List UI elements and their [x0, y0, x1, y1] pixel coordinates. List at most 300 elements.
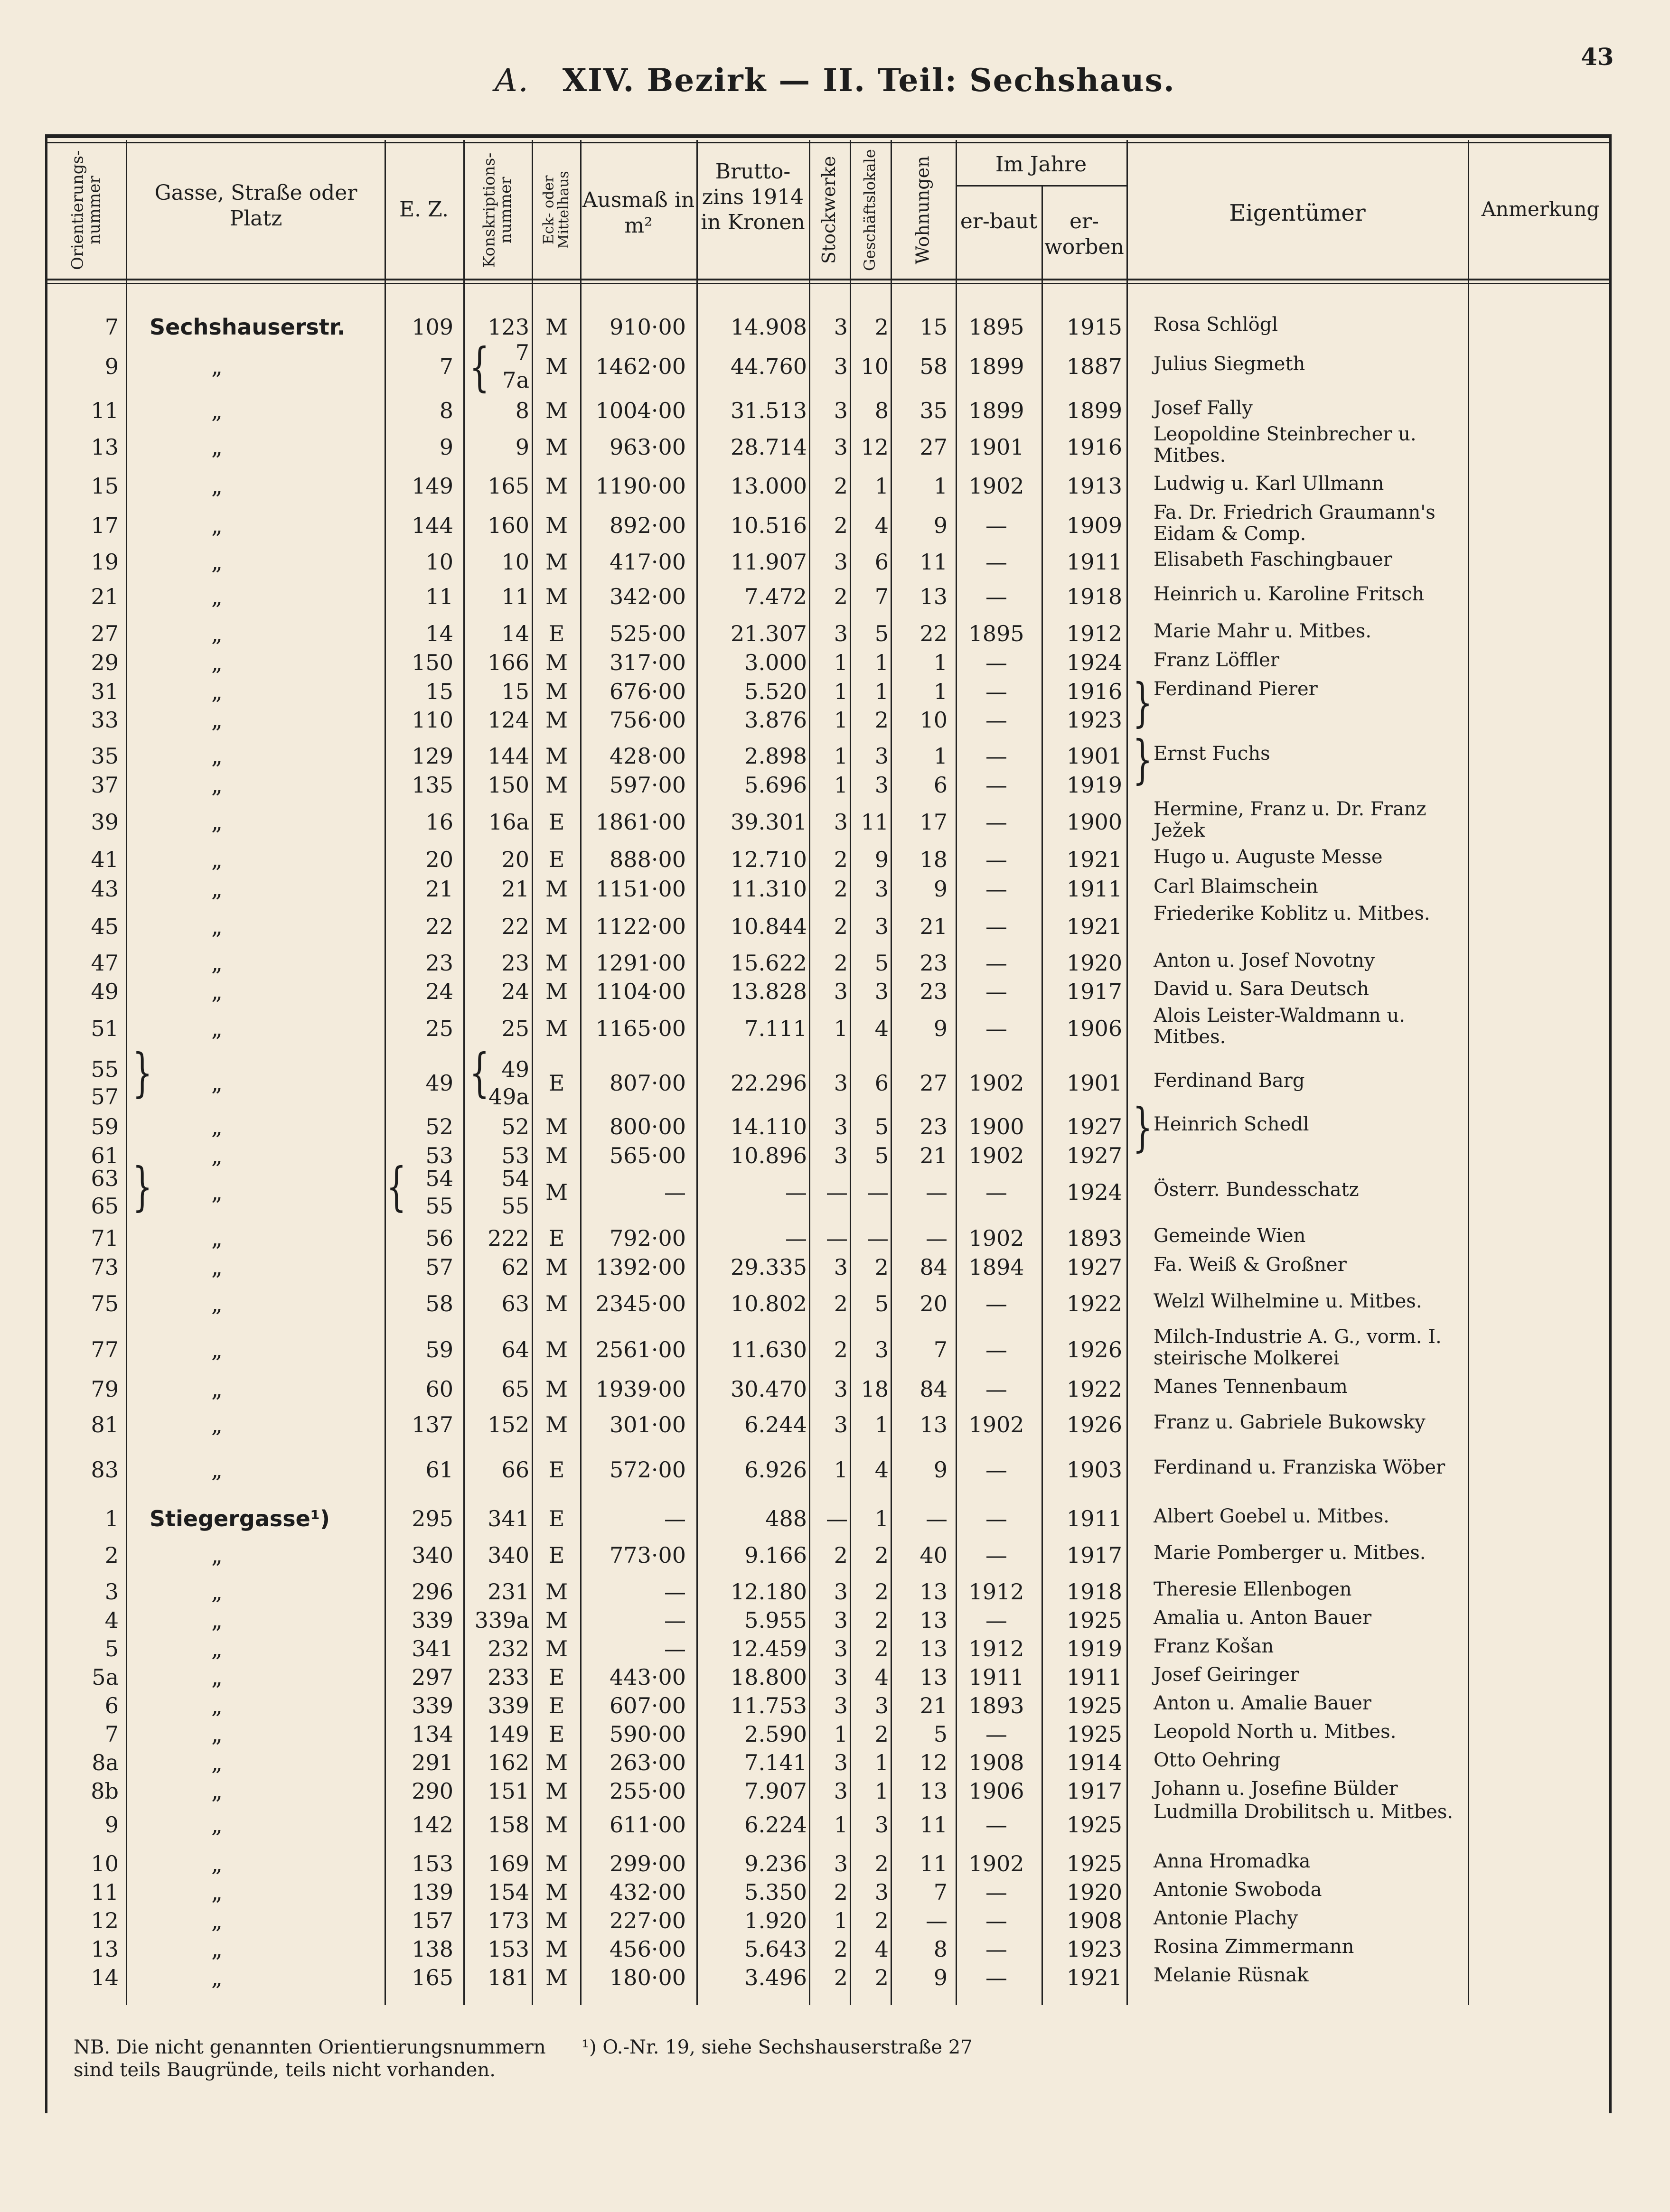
cell-street: „: [211, 876, 223, 902]
cell-wohnungen: 13: [919, 1607, 948, 1633]
cell-geschaeft: 1: [874, 679, 889, 704]
cell-eigentuemer: Johann u. Josefine Bülder: [1154, 1778, 1398, 1800]
cell-stockwerke: 2: [834, 513, 848, 538]
cell-ez: 142: [412, 1812, 453, 1838]
cell-stockwerke: 3: [834, 1114, 848, 1139]
cell-street: „: [211, 650, 223, 675]
cell-ausmass: 301·00: [610, 1412, 686, 1437]
cell-stockwerke: 2: [834, 1542, 848, 1568]
cell-brutto: 11.907: [731, 549, 807, 575]
cell-eigentuemer: Antonie Plachy: [1154, 1907, 1298, 1929]
cell-erworben: 1920: [1066, 950, 1122, 976]
cell-ausmass: 525·00: [610, 621, 686, 646]
cell-konskription: 62: [501, 1254, 529, 1280]
cell-orientierungsnummer: 10: [91, 1851, 119, 1876]
cell-ausmass: 2345·00: [595, 1291, 686, 1316]
cell-wohnungen: 7: [933, 1879, 948, 1905]
cell-eigentuemer: Anna Hromadka: [1154, 1850, 1311, 1872]
cell-eigentuemer: Heinrich u. Karoline Fritsch: [1154, 583, 1425, 605]
cell-eck: E: [548, 1070, 565, 1096]
cell-wohnungen: 21: [919, 914, 948, 939]
cell-ausmass: 590·00: [610, 1721, 686, 1747]
cell-brutto: 29.335: [731, 1254, 807, 1280]
cell-stockwerke: 2: [834, 1936, 848, 1962]
cell-ez: 20: [425, 847, 453, 872]
cell-ausmass: 800·00: [610, 1114, 686, 1139]
cell-stockwerke: 3: [834, 354, 848, 379]
cell-konskription: 232: [488, 1636, 529, 1661]
cell-brutto: 14.110: [731, 1114, 807, 1139]
cell-wohnungen: 13: [919, 1778, 948, 1804]
cell-erworben: 1908: [1066, 1908, 1122, 1933]
cell-eigentuemer: Ludwig u. Karl Ullmann: [1154, 473, 1384, 495]
cell-orientierungsnummer: 5: [104, 1636, 119, 1661]
cell-orientierungsnummer: 71: [91, 1225, 119, 1251]
cell-eck: E: [548, 1721, 565, 1747]
cell-eck: M: [545, 314, 568, 340]
cell-brutto: 22.296: [731, 1070, 807, 1096]
cell-street: „: [211, 707, 223, 733]
cell-geschaeft: 5: [874, 1291, 889, 1316]
cell-stockwerke: 3: [834, 1664, 848, 1690]
cell-stockwerke: 2: [834, 584, 848, 609]
cell-brutto: 3.000: [744, 650, 807, 675]
cell-orientierungsnummer: 63 65: [91, 1166, 119, 1219]
cell-erworben: 1919: [1066, 1636, 1122, 1661]
cell-erworben: 1924: [1066, 1179, 1122, 1205]
cell-eck: M: [545, 434, 568, 460]
cell-brutto: 44.760: [731, 354, 807, 379]
cell-eck: E: [548, 1457, 565, 1483]
cell-orientierungsnummer: 33: [91, 707, 119, 733]
cell-wohnungen: 11: [919, 1851, 948, 1876]
cell-ez: 58: [425, 1291, 453, 1316]
cell-brutto: 12.459: [731, 1636, 807, 1661]
cell-street: „: [211, 621, 223, 646]
cell-stockwerke: 2: [834, 1879, 848, 1905]
cell-geschaeft: —: [867, 1179, 889, 1205]
cell-wohnungen: —: [926, 1179, 948, 1205]
brace-pierer: }: [1133, 672, 1153, 733]
cell-geschaeft: 2: [874, 1254, 889, 1280]
cell-brutto: 6.224: [744, 1812, 807, 1838]
cell-ausmass: 1122·00: [595, 914, 686, 939]
cell-stockwerke: 3: [834, 549, 848, 575]
cell-stockwerke: 3: [834, 314, 848, 340]
cell-brutto: 12.180: [731, 1579, 807, 1605]
cell-wohnungen: 9: [933, 876, 948, 902]
cell-street: „: [211, 1291, 223, 1316]
cell-erworben: 1900: [1066, 809, 1122, 835]
cell-ez: 24: [425, 979, 453, 1004]
cell-geschaeft: 7: [874, 584, 889, 609]
cell-stockwerke: 1: [834, 707, 848, 733]
cell-stockwerke: 3: [834, 1851, 848, 1876]
cell-stockwerke: 3: [834, 1143, 848, 1168]
cell-brutto: 5.350: [744, 1879, 807, 1905]
cell-erworben: 1906: [1066, 1016, 1122, 1041]
cell-konskription: 165: [488, 473, 529, 499]
cell-eck: M: [545, 1114, 568, 1139]
cell-erbaut: —: [985, 1607, 1007, 1633]
cell-eck: M: [545, 513, 568, 538]
header-konskription: Konskriptions-nummer: [479, 152, 515, 268]
cell-geschaeft: 10: [861, 354, 889, 379]
cell-brutto: 2.590: [744, 1721, 807, 1747]
cell-street: „: [211, 1851, 223, 1876]
cell-brutto: 28.714: [731, 434, 807, 460]
brace-on-55-57: }: [132, 1042, 152, 1103]
cell-erworben: 1923: [1066, 707, 1122, 733]
cell-brutto: 6.926: [744, 1457, 807, 1483]
cell-ez: 138: [412, 1936, 453, 1962]
cell-ez: 8: [439, 398, 453, 423]
cell-konskription: 222: [488, 1225, 529, 1251]
cell-stockwerke: 3: [834, 1693, 848, 1718]
cell-wohnungen: 13: [919, 1412, 948, 1437]
cell-erworben: 1925: [1066, 1693, 1122, 1718]
cell-eigentuemer: Carl Blaimschein: [1154, 876, 1318, 897]
cell-konskription: 154: [488, 1879, 529, 1905]
cell-erworben: 1911: [1066, 549, 1122, 575]
cell-brutto: 12.710: [731, 847, 807, 872]
cell-street: „: [211, 950, 223, 976]
cell-ez: 14: [425, 621, 453, 646]
cell-brutto: 10.896: [731, 1143, 807, 1168]
cell-konskription: 173: [488, 1908, 529, 1933]
cell-geschaeft: 1: [874, 1750, 889, 1775]
cell-eigentuemer: Julius Siegmeth: [1154, 353, 1305, 375]
cell-orientierungsnummer: 19: [91, 549, 119, 575]
cell-eigentuemer: Antonie Swoboda: [1154, 1879, 1322, 1901]
cell-orientierungsnummer: 27: [91, 621, 119, 646]
cell-erbaut: —: [985, 549, 1007, 575]
cell-wohnungen: 20: [919, 1291, 948, 1316]
cell-erworben: 1911: [1066, 1506, 1122, 1531]
cell-geschaeft: 2: [874, 1721, 889, 1747]
cell-street: „: [211, 914, 223, 939]
cell-geschaeft: 8: [874, 398, 889, 423]
cell-wohnungen: 21: [919, 1693, 948, 1718]
cell-eck: E: [548, 1225, 565, 1251]
cell-geschaeft: 3: [874, 876, 889, 902]
cell-eigentuemer: Fa. Dr. Friedrich Graumann's Eidam & Comp.: [1154, 502, 1435, 545]
cell-konskription: 63: [501, 1291, 529, 1316]
cell-street: „: [211, 1143, 223, 1168]
cell-street: „: [211, 1016, 223, 1041]
cell-erworben: 1924: [1066, 650, 1122, 675]
cell-ausmass: 1004·00: [595, 398, 686, 423]
cell-ez: 295: [412, 1506, 453, 1531]
cell-ausmass: 607·00: [610, 1693, 686, 1718]
header-rule: [47, 279, 1610, 280]
cell-ez: 25: [425, 1016, 453, 1041]
cell-eigentuemer: Theresie Ellenbogen: [1154, 1578, 1352, 1600]
cell-erworben: 1927: [1066, 1114, 1122, 1139]
cell-geschaeft: 6: [874, 1070, 889, 1096]
cell-erworben: 1912: [1066, 621, 1122, 646]
cell-ausmass: 342·00: [610, 584, 686, 609]
cell-wohnungen: 58: [919, 354, 948, 379]
cell-konskription: 150: [488, 772, 529, 798]
cell-erworben: 1914: [1066, 1750, 1122, 1775]
cell-street: „: [211, 1376, 223, 1402]
cell-eigentuemer: Josef Geiringer: [1154, 1664, 1299, 1686]
header-gasse: Gasse, Straße oder Platz: [154, 181, 357, 231]
cell-eigentuemer: Elisabeth Faschingbauer: [1154, 549, 1392, 570]
cell-street: „: [211, 1114, 223, 1139]
cell-eigentuemer: Ferdinand Pierer: [1154, 678, 1318, 700]
cell-eigentuemer: Manes Tennenbaum: [1154, 1376, 1348, 1398]
cell-eck: M: [545, 772, 568, 798]
cell-eck: M: [545, 1016, 568, 1041]
cell-wohnungen: 9: [933, 513, 948, 538]
cell-erbaut: 1899: [968, 398, 1024, 423]
cell-ez: 139: [412, 1879, 453, 1905]
cell-eck: M: [545, 1778, 568, 1804]
cell-street: „: [211, 1412, 223, 1437]
cell-stockwerke: 1: [834, 679, 848, 704]
cell-erbaut: —: [985, 1908, 1007, 1933]
cell-wohnungen: —: [926, 1908, 948, 1933]
cell-brutto: 30.470: [731, 1376, 807, 1402]
cell-ez: 290: [412, 1778, 453, 1804]
cell-ausmass: 1190·00: [595, 473, 686, 499]
cell-street: „: [211, 549, 223, 575]
title-text: XIV. Bezirk — II. Teil: Sechshaus.: [562, 62, 1175, 99]
cell-ez: 339: [412, 1607, 453, 1633]
cell-eck: M: [545, 1579, 568, 1605]
header-stockwerke: Stockwerke: [818, 156, 840, 264]
cell-ausmass: 792·00: [610, 1225, 686, 1251]
cell-erbaut: —: [985, 1179, 1007, 1205]
cell-orientierungsnummer: 8a: [92, 1750, 119, 1775]
cell-stockwerke: —: [826, 1506, 848, 1531]
cell-geschaeft: 1: [874, 650, 889, 675]
cell-ez: 61: [425, 1457, 453, 1483]
cell-orientierungsnummer: 49: [91, 979, 119, 1004]
cell-eck: M: [545, 549, 568, 575]
cell-orientierungsnummer: 7: [104, 314, 119, 340]
cell-orientierungsnummer: 83: [91, 1457, 119, 1483]
cell-street: „: [211, 1721, 223, 1747]
cell-stockwerke: 3: [834, 809, 848, 835]
cell-ausmass: 611·00: [610, 1812, 686, 1838]
cell-erworben: 1917: [1066, 979, 1122, 1004]
cell-stockwerke: 1: [834, 1908, 848, 1933]
brace-on-63-65: }: [132, 1156, 152, 1217]
cell-eck: M: [545, 1908, 568, 1933]
cell-ez: 144: [412, 513, 453, 538]
cell-wohnungen: 84: [919, 1254, 948, 1280]
cell-orientierungsnummer: 13: [91, 1936, 119, 1962]
cell-konskription: 7 7a: [502, 340, 529, 393]
cell-geschaeft: 3: [874, 772, 889, 798]
cell-ausmass: 756·00: [610, 707, 686, 733]
cell-erbaut: 1912: [968, 1579, 1024, 1605]
cell-erworben: 1925: [1066, 1721, 1122, 1747]
header-geschaeft: Geschäftslokale: [861, 149, 879, 271]
cell-geschaeft: 1: [874, 1506, 889, 1531]
cell-erbaut: 1902: [968, 1070, 1024, 1096]
cell-stockwerke: 3: [834, 1376, 848, 1402]
cell-wohnungen: 40: [919, 1542, 948, 1568]
cell-konskription: 169: [488, 1851, 529, 1876]
cell-konskription: 339a: [474, 1607, 529, 1633]
cell-ausmass: 299·00: [610, 1851, 686, 1876]
cell-ausmass: 572·00: [610, 1457, 686, 1483]
cell-erworben: 1901: [1066, 1070, 1122, 1096]
cell-erbaut: —: [985, 650, 1007, 675]
cell-eigentuemer: Rosa Schlögl: [1154, 314, 1278, 336]
cell-geschaeft: 3: [874, 743, 889, 769]
cell-geschaeft: 5: [874, 621, 889, 646]
cell-ausmass: 1392·00: [595, 1254, 686, 1280]
cell-brutto: 21.307: [731, 621, 807, 646]
cell-erbaut: —: [985, 1965, 1007, 1990]
cell-wohnungen: 8: [933, 1936, 948, 1962]
cell-konskription: 153: [488, 1936, 529, 1962]
cell-orientierungsnummer: 31: [91, 679, 119, 704]
cell-erbaut: —: [985, 1506, 1007, 1531]
cell-erbaut: —: [985, 707, 1007, 733]
cell-street: „: [211, 434, 223, 460]
cell-orientierungsnummer: 1: [104, 1506, 119, 1531]
cell-stockwerke: 1: [834, 772, 848, 798]
cell-eigentuemer: Welzl Wilhelmine u. Mitbes.: [1154, 1290, 1422, 1312]
cell-eck: E: [548, 809, 565, 835]
cell-eigentuemer: Leopold North u. Mitbes.: [1154, 1721, 1397, 1743]
cell-orientierungsnummer: 37: [91, 772, 119, 798]
page-number: 43: [1581, 43, 1614, 71]
cell-erbaut: —: [985, 950, 1007, 976]
cell-eck: M: [545, 950, 568, 976]
cell-brutto: 3.496: [744, 1965, 807, 1990]
cell-geschaeft: 18: [861, 1376, 889, 1402]
cell-ez: 49: [425, 1070, 453, 1096]
cell-eck: M: [545, 473, 568, 499]
cell-wohnungen: 10: [919, 707, 948, 733]
cell-geschaeft: 5: [874, 1114, 889, 1139]
header-brutto: Brutto-zins 1914 in Kronen: [701, 159, 805, 235]
cell-geschaeft: 12: [861, 434, 889, 460]
cell-street: „: [211, 473, 223, 499]
cell-street: „: [211, 1693, 223, 1718]
cell-orientierungsnummer: 59: [91, 1114, 119, 1139]
cell-orientierungsnummer: 61: [91, 1143, 119, 1168]
cell-brutto: 31.513: [731, 398, 807, 423]
cell-orientierungsnummer: 9: [104, 1812, 119, 1838]
cell-geschaeft: 4: [874, 513, 889, 538]
cell-orientierungsnummer: 13: [91, 434, 119, 460]
cell-stockwerke: 3: [834, 621, 848, 646]
cell-ez: 296: [412, 1579, 453, 1605]
cell-ez: 9: [439, 434, 453, 460]
cell-wohnungen: —: [926, 1506, 948, 1531]
cell-brutto: 5.643: [744, 1936, 807, 1962]
cell-ausmass: 227·00: [610, 1908, 686, 1933]
header-ez: E. Z.: [399, 197, 449, 222]
cell-ausmass: 676·00: [610, 679, 686, 704]
cell-eck: M: [545, 1376, 568, 1402]
cell-ez: 137: [412, 1412, 453, 1437]
cell-brutto: 2.898: [744, 743, 807, 769]
cell-wohnungen: 9: [933, 1016, 948, 1041]
cell-erworben: 1927: [1066, 1143, 1122, 1168]
cell-street: „: [211, 1070, 223, 1096]
header-eck: Eck- oder Mittelhaus: [540, 171, 572, 249]
cell-eigentuemer: Anton u. Josef Novotny: [1154, 950, 1375, 971]
cell-eigentuemer: Josef Fally: [1154, 397, 1253, 419]
cell-eigentuemer: Hugo u. Auguste Messe: [1154, 846, 1383, 868]
cell-wohnungen: 27: [919, 434, 948, 460]
cell-erbaut: 1900: [968, 1114, 1024, 1139]
cell-stockwerke: 1: [834, 743, 848, 769]
cell-stockwerke: 3: [834, 1412, 848, 1437]
cell-ausmass: 417·00: [610, 549, 686, 575]
cell-wohnungen: 12: [919, 1750, 948, 1775]
cell-ez: 297: [412, 1664, 453, 1690]
cell-konskription: 54 55: [501, 1166, 529, 1219]
cell-geschaeft: 2: [874, 1607, 889, 1633]
cell-street: „: [211, 1457, 223, 1483]
cell-eck: E: [548, 847, 565, 872]
cell-brutto: 5.696: [744, 772, 807, 798]
cell-eck: M: [545, 1412, 568, 1437]
cell-erbaut: 1912: [968, 1636, 1024, 1661]
cell-wohnungen: 18: [919, 847, 948, 872]
cell-stockwerke: 2: [834, 1337, 848, 1363]
cell-street: „: [211, 809, 223, 835]
cell-street: „: [211, 1179, 223, 1205]
cell-ez: 15: [425, 679, 453, 704]
cell-brutto: 3.876: [744, 707, 807, 733]
cell-eck: M: [545, 1291, 568, 1316]
cell-brutto: —: [785, 1225, 807, 1251]
cell-eigentuemer: Ferdinand u. Franziska Wöber: [1154, 1456, 1445, 1478]
cell-stockwerke: 3: [834, 1636, 848, 1661]
cell-geschaeft: 2: [874, 1851, 889, 1876]
cell-ez: 54 55: [425, 1166, 453, 1219]
cell-brutto: 6.244: [744, 1412, 807, 1437]
cell-konskription: 144: [488, 743, 529, 769]
cell-brutto: 5.520: [744, 679, 807, 704]
cell-brutto: 10.844: [731, 914, 807, 939]
cell-erbaut: —: [985, 1376, 1007, 1402]
header-anmerkung: Anmerkung: [1481, 197, 1600, 221]
cell-eck: M: [545, 1965, 568, 1990]
cell-wohnungen: 1: [933, 650, 948, 675]
cell-ausmass: 807·00: [610, 1070, 686, 1096]
cell-orientierungsnummer: 11: [91, 1879, 119, 1905]
cell-stockwerke: —: [826, 1225, 848, 1251]
cell-erbaut: —: [985, 1457, 1007, 1483]
cell-stockwerke: 2: [834, 876, 848, 902]
cell-stockwerke: 3: [834, 1070, 848, 1096]
cell-erbaut: —: [985, 979, 1007, 1004]
cell-street: „: [211, 1337, 223, 1363]
cell-eck: M: [545, 1750, 568, 1775]
cell-konskription: 233: [488, 1664, 529, 1690]
cell-eck: M: [545, 1254, 568, 1280]
cell-erworben: 1923: [1066, 1936, 1122, 1962]
cell-erworben: 1916: [1066, 679, 1122, 704]
cell-konskription: 11: [501, 584, 529, 609]
header-orientierungsnummer: Orientierungs-nummer: [68, 150, 104, 270]
cell-erworben: 1925: [1066, 1812, 1122, 1838]
cell-eck: M: [545, 679, 568, 704]
cell-eck: M: [545, 1337, 568, 1363]
